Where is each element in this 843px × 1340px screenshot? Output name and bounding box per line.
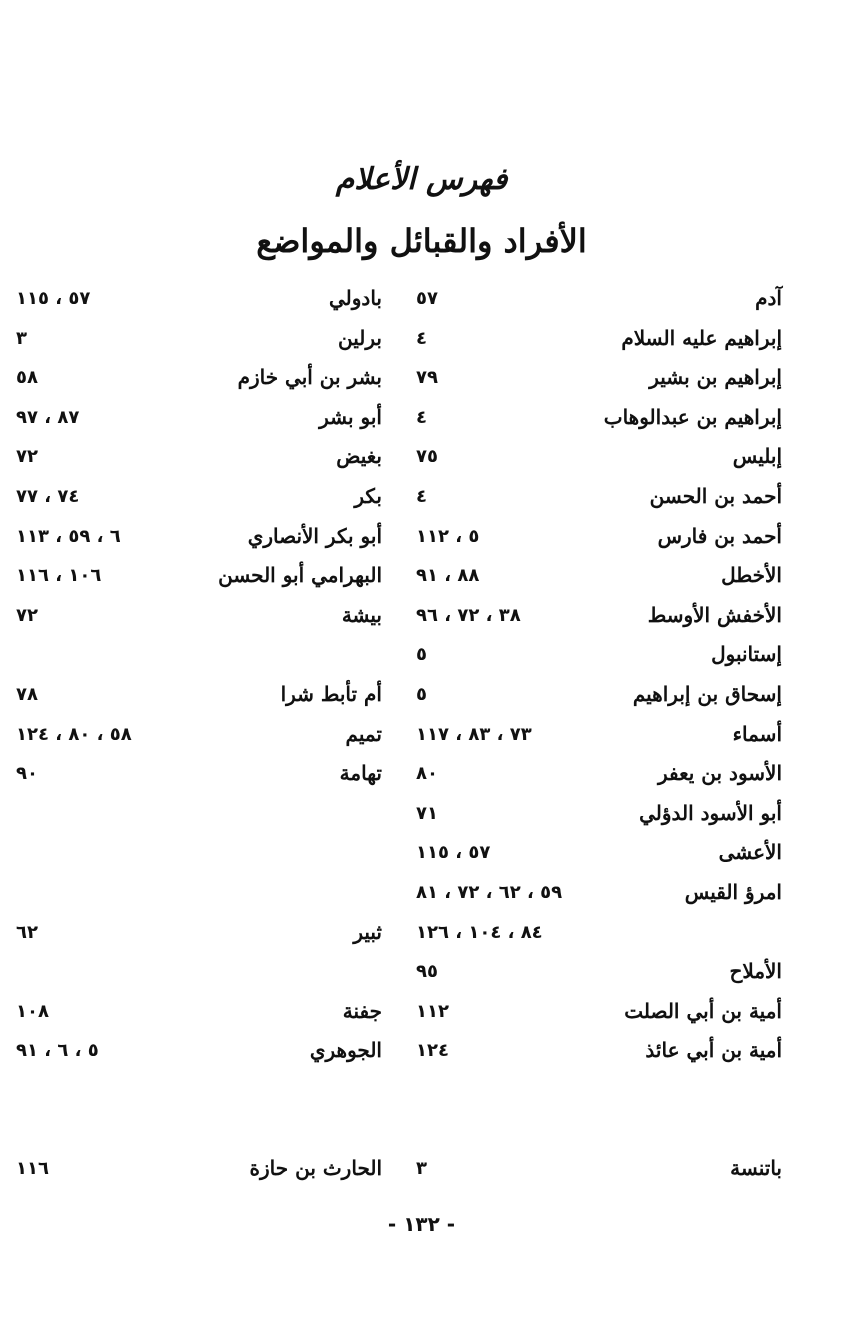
index-entry	[410, 757, 790, 797]
entry-pages: ٥٧ ، ١١٥	[16, 288, 91, 309]
entry-pages: ٥	[416, 644, 427, 666]
index-entry	[410, 559, 790, 599]
entry-pages: ٩٥	[416, 961, 438, 983]
entry-name: إبراهيم عليه السلام	[621, 325, 782, 350]
entry-name: أمية بن أبي الصلت	[624, 998, 782, 1023]
index-entry	[10, 757, 390, 797]
right-column	[410, 282, 790, 1074]
entry-name: تهامة	[339, 761, 382, 786]
entry-pages: ٣	[416, 1158, 427, 1179]
index-subtitle: الأفراد والقبائل والمواضع	[256, 222, 587, 260]
entry-name: بغيض	[336, 444, 382, 469]
entry-name: الأخفش الأوسط	[647, 602, 782, 627]
index-entry	[410, 638, 790, 678]
index-entry	[10, 480, 390, 520]
entry-pages: ٤	[416, 406, 427, 428]
entry-name: أمية بن أبي عائذ	[645, 1038, 782, 1063]
index-entry	[10, 718, 390, 758]
entry-pages: ٥٧ ، ١١٥	[416, 842, 491, 864]
index-entry	[10, 520, 390, 560]
entry-pages: ٦ ، ٥٩ ، ١١٣	[16, 525, 121, 547]
index-entry	[410, 361, 790, 401]
index-entry	[10, 559, 390, 599]
index-entry	[410, 836, 790, 876]
index-entry	[10, 995, 390, 1035]
index-entry	[410, 995, 790, 1035]
entry-name: إبراهيم بن عبدالوهاب	[603, 404, 782, 429]
index-entry	[410, 876, 790, 916]
index-entry	[10, 955, 390, 995]
entry-name: الأملاح	[729, 959, 782, 984]
index-entry	[10, 361, 390, 401]
entry-name: الجوهري	[309, 1038, 382, 1063]
entry-name: بادولي	[329, 286, 382, 310]
entry-name: الأعشى	[718, 840, 782, 865]
entry-name: بكر	[354, 483, 382, 508]
index-entry	[10, 282, 390, 322]
entry-pages: ٧٨	[16, 683, 38, 705]
entry-pages: ٨٤ ، ١٠٤ ، ١٢٦	[416, 921, 543, 943]
index-entry	[10, 599, 390, 639]
index-entry	[410, 282, 790, 322]
index-entry	[410, 480, 790, 520]
entry-name: بيشة	[341, 602, 382, 627]
entry-pages: ١٠٨	[16, 1000, 49, 1022]
entry-pages: ٨٠	[416, 763, 438, 785]
index-entry	[410, 322, 790, 362]
entry-pages: ٧٥	[416, 446, 438, 468]
index-entry	[410, 916, 790, 956]
entry-pages: ١١٢	[416, 1000, 449, 1022]
entry-name: أسماء	[732, 721, 782, 746]
index-entry	[410, 599, 790, 639]
entry-pages: ٥٨ ، ٨٠ ، ١٢٤	[16, 723, 132, 745]
index-entry	[10, 401, 390, 441]
entry-pages: ٩٠	[16, 763, 38, 785]
index-entry	[410, 520, 790, 560]
index-title: فهرس الأعلام	[335, 162, 508, 197]
entry-pages: ٨٨ ، ٩١	[416, 565, 480, 587]
entry-name: ثبير	[353, 919, 382, 944]
entry-pages: ١٠٦ ، ١١٦	[16, 565, 102, 587]
index-entry	[10, 638, 390, 678]
index-entry	[410, 797, 790, 837]
index-entry	[10, 322, 390, 362]
bottom-left-entry	[10, 1152, 390, 1188]
entry-name: آدم	[755, 286, 782, 310]
entry-pages: ٧١	[416, 802, 438, 824]
index-entry	[10, 678, 390, 718]
index-entry	[410, 955, 790, 995]
entry-pages: ٣	[16, 327, 27, 349]
index-entry	[410, 718, 790, 758]
entry-pages: ٥٧	[416, 288, 438, 309]
entry-name: تميم	[345, 721, 382, 746]
left-column	[10, 282, 390, 1074]
entry-pages: ١١٦	[16, 1158, 49, 1179]
entry-pages: ٥ ، ١١٢	[416, 525, 480, 547]
bottom-right-entry	[410, 1152, 790, 1188]
index-entry	[410, 678, 790, 718]
entry-name: أم تأبط شرا	[280, 681, 382, 706]
entry-pages: ٧٣ ، ٨٣ ، ١١٧	[416, 723, 532, 745]
index-entry	[410, 440, 790, 480]
entry-name: الأسود بن يعفر	[657, 761, 782, 786]
entry-pages: ٦٢	[16, 921, 38, 943]
entry-name: أبو الأسود الدؤلي	[639, 800, 782, 825]
entry-pages: ٧٤ ، ٧٧	[16, 485, 80, 507]
entry-pages: ١٢٤	[416, 1040, 449, 1062]
entry-pages: ٥ ، ٦ ، ٩١	[16, 1040, 99, 1062]
entry-pages: ٤	[416, 485, 427, 507]
entry-name: بشر بن أبي خازم	[237, 365, 382, 390]
entry-name: البهرامي أبو الحسن	[218, 563, 382, 588]
entry-pages: ٧٢	[16, 446, 38, 468]
entry-pages: ٧٩	[416, 367, 438, 389]
index-entry	[10, 1034, 390, 1074]
entry-pages: ٣٨ ، ٧٢ ، ٩٦	[416, 604, 521, 626]
entry-name: إستانبول	[711, 642, 782, 667]
entry-name: إسحاق بن إبراهيم	[632, 681, 782, 706]
entry-name: باتنسة	[730, 1156, 782, 1180]
entry-name: إبليس	[732, 444, 782, 469]
entry-pages: ٤	[416, 327, 427, 349]
entry-pages: ٥٨	[16, 367, 38, 389]
entry-name: أحمد بن فارس	[657, 523, 782, 548]
entry-name: جفنة	[342, 998, 382, 1023]
entry-name: برلين	[338, 325, 382, 350]
index-entry	[10, 876, 390, 916]
entry-name: أبو بكر الأنصاري	[247, 523, 382, 548]
entry-name: امرؤ القيس	[684, 879, 782, 904]
entry-name: أبو بشر	[319, 404, 382, 429]
entry-name: أحمد بن الحسن	[649, 483, 782, 508]
index-entry	[10, 797, 390, 837]
entry-pages: ٥	[416, 683, 427, 705]
index-entry	[410, 1034, 790, 1074]
page-number: - ١٣٢ -	[387, 1212, 456, 1236]
entry-pages: ٨٧ ، ٩٧	[16, 406, 80, 428]
index-entry	[410, 401, 790, 441]
entry-name: الأخطل	[721, 563, 782, 588]
index-entry	[10, 440, 390, 480]
index-entry	[10, 916, 390, 956]
entry-pages: ٥٩ ، ٦٢ ، ٧٢ ، ٨١	[416, 881, 563, 903]
index-entry	[10, 836, 390, 876]
entry-name: إبراهيم بن بشير	[649, 365, 782, 390]
entry-pages: ٧٢	[16, 604, 38, 626]
entry-name: الحارث بن حازة	[249, 1156, 382, 1180]
